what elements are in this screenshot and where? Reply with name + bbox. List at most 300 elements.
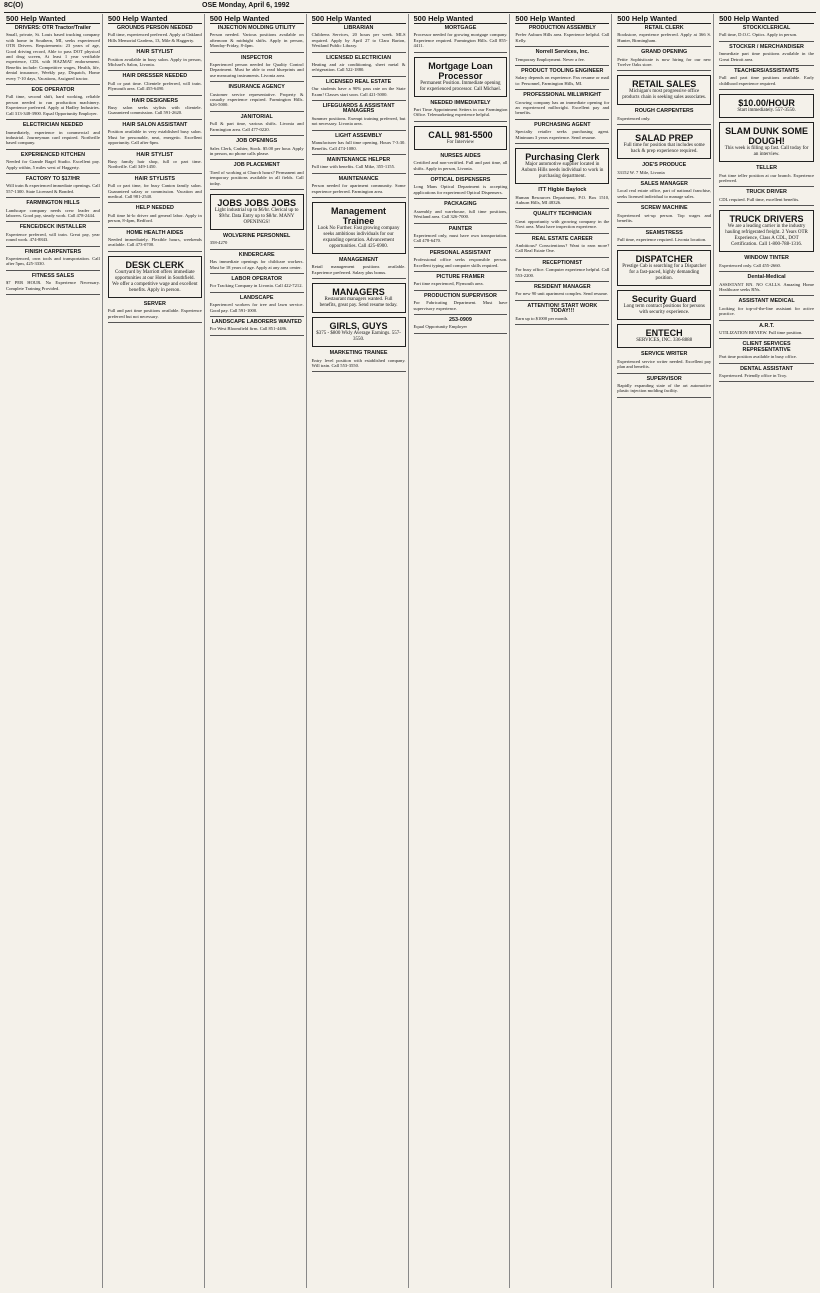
ad-separator (108, 95, 202, 96)
classified-ad (108, 99, 202, 116)
ad-body: Needed immediately. Flexible hours, weekends available. Call 473-0700. (107, 236, 202, 248)
ad-separator (210, 189, 304, 190)
ad-title: A.R.T. (759, 322, 775, 329)
classified-ad (617, 182, 711, 199)
ad-title: SLAM DUNK SOME DOUGH! (725, 126, 809, 147)
ad-separator (719, 338, 814, 339)
ad-body: Entry level position with established company. Will train. Call 553-3550. (311, 357, 406, 368)
ad-body: Summer positions. Exempt training preferred, but not necessary. Livonia area. (311, 115, 406, 127)
ad-separator (108, 173, 202, 174)
ad-separator (210, 52, 304, 53)
classified-ad (719, 324, 814, 336)
classified-ad (108, 74, 202, 91)
ad-separator (719, 65, 814, 66)
column-6 (513, 14, 612, 1288)
ad-title: ROUGH CARPENTERS (634, 108, 694, 115)
ad-body: Full & part time, various shifts. Livonia and Farmington area. Call 477-0220. (209, 121, 304, 132)
ad-body: Person needed. Various positions available on afternoon & midnight shifts. Apply in person, Monday-Friday, 8-4pm. (209, 32, 304, 49)
ad-separator (414, 247, 508, 248)
ad-title: TRUCK DRIVERS (729, 214, 804, 225)
ad-separator (617, 227, 711, 228)
classified-ad (515, 69, 609, 86)
ad-separator (719, 41, 814, 42)
ad-body: Experienced workers for tree and lawn service. Good pay. Call 591-1000. (209, 302, 304, 313)
classified-ad (210, 26, 304, 49)
classified-ad (6, 274, 100, 291)
ad-title: RESIDENT MANAGER (534, 283, 591, 290)
ad-title: ITT Higbie Baylock (538, 187, 587, 194)
section-title: 500 Help Wanted (312, 14, 406, 24)
classified-ad (414, 202, 508, 219)
ad-body: Assembly and warehouse, full time positions, Westland area. Call 326-7000. (413, 208, 508, 220)
ad-separator (210, 292, 304, 293)
ad-title: RECEPTIONIST (542, 259, 583, 266)
ad-body: Full or part time. Clientele preferred, will train. Plymouth area. Call 455-6490. (107, 80, 202, 92)
ad-body: Position available in busy salon. Apply in person, Michael's Salon, Livonia. (107, 56, 202, 68)
ad-separator (6, 294, 100, 295)
ad-body: Full time, experience required. Livonia location. (617, 236, 707, 242)
classified-ad (312, 134, 406, 151)
classified-ad (617, 26, 711, 43)
ad-body: For Tracking Company in Livonia. Call 422-7212. (209, 283, 303, 289)
ad-separator (617, 202, 711, 203)
ad-title: ENTECH (645, 328, 683, 339)
classified-ad (312, 158, 406, 170)
ad-title: MARKETING TRAINEE (329, 350, 388, 357)
ad-title: SALAD PREP (635, 133, 694, 144)
ad-title: FARMINGTON HILLS (26, 200, 80, 207)
ad-title: MAINTENANCE (338, 175, 379, 182)
ad-title: TEACHERS/ASSISTANTS (734, 68, 800, 75)
ad-title: JOE'S PRODUCE (642, 162, 687, 169)
ad-separator (414, 52, 508, 53)
section-title: 500 Help Wanted (515, 14, 609, 24)
ad-body: Tired of working at Church hours? Permanent and temporary positions available in all fields. Call today. (209, 169, 304, 186)
ad-title: FACTORY TO $17/HR (25, 175, 80, 182)
ad-body: Start immediately. 557-3550. (737, 108, 796, 114)
classified-ad (312, 351, 406, 368)
classified-ad (210, 320, 304, 332)
classified-ad (515, 93, 609, 116)
ad-separator (515, 65, 609, 66)
ad-body: Experienced only. (617, 115, 651, 121)
ad-separator (312, 130, 406, 131)
ad-body: Equal Opportunity Employer (413, 324, 468, 330)
ad-title: JOB OPENINGS (236, 138, 278, 145)
ad-separator (6, 270, 100, 271)
ad-body: Experienced only, must have own transportation. Call 478-6470. (413, 232, 508, 244)
ad-separator (108, 322, 202, 323)
column-4 (310, 14, 409, 1288)
ad-separator (6, 246, 100, 247)
ad-body: For busy office. Computer experience helpful. Call 553-2200. (515, 267, 610, 278)
classified-ad (6, 88, 100, 116)
classified-ad (719, 367, 814, 379)
ad-title: TELLER (756, 165, 778, 172)
ad-title: STOCK/CLERICAL (742, 25, 791, 31)
ad-body: Manufacturer has full time opening. Hours 7-3:30. Benefits. Call 474-1080. (311, 140, 406, 151)
ad-separator (719, 186, 814, 187)
classified-ad (108, 302, 202, 319)
classified-ad (414, 251, 508, 268)
ad-title: LIGHT ASSEMBLY (335, 132, 383, 139)
ad-body: Rapidly expanding state of the art automotive plastic injection molding facility. (617, 382, 712, 394)
classified-ad (312, 258, 406, 275)
ad-separator (210, 316, 304, 317)
ad-title: Management Trainee (331, 205, 387, 226)
ad-title: QUALITY TECHNICIAN (533, 211, 592, 218)
section-title: 500 Help Wanted (617, 14, 711, 24)
ad-body: Bookstore, experience preferred. Apply at 366 S. Hunter, Birmingham. (617, 32, 712, 43)
column-2 (106, 14, 205, 1288)
column-3 (208, 14, 307, 1288)
ad-separator (617, 46, 711, 47)
ad-separator (515, 208, 609, 209)
ad-title: PERSONAL ASSISTANT (429, 249, 492, 256)
ad-title: PRODUCTION ASSEMBLY (528, 25, 596, 31)
classified-ad (6, 250, 100, 267)
ad-body: Local real estate office, part of national franchise, seeks licensed individual to manage sales. (617, 188, 712, 199)
ad-body: Full and part time positions available. Experience preferred but not necessary. (107, 308, 202, 319)
ad-title: SCREW MACHINE (640, 205, 688, 212)
ad-separator (108, 202, 202, 203)
classified-ad (108, 153, 202, 170)
ad-title: HAIR SALON ASSISTANT (122, 121, 188, 128)
ad-body: 33152 W. 7 Mile, Livonia (617, 169, 665, 175)
classified-ad (6, 26, 100, 81)
classified-ad (210, 277, 304, 289)
ad-title: HELP NEEDED (135, 205, 174, 212)
ad-title: NEEDED IMMEDIATELY (430, 99, 491, 106)
ad-body: Full time with benefits. Call Mike, 355-1155. (311, 164, 396, 170)
ad-separator (312, 197, 406, 198)
classified-ad (414, 294, 508, 311)
classified-ad (617, 352, 711, 369)
classified-ad (719, 69, 814, 86)
classified-ad (210, 115, 304, 132)
classified-ad (414, 318, 508, 330)
ad-body: Full time, second shift, hard working, reliable person needed to run production machinery. Experience preferred. Apply at Hadley Industries. Call 313-348-3900. Equal Opportunity Employer. (6, 94, 100, 116)
ad-body: Full time, D.O.C. Optics. Apply in person. (719, 32, 798, 38)
ad-separator (719, 295, 814, 296)
ad-body: Busy family hair shop, full or part time. Northville. Call 349-1450. (107, 158, 202, 170)
classified-ad (312, 177, 406, 194)
ad-separator (515, 143, 609, 144)
column-5 (412, 14, 511, 1288)
ad-body: Retail management positions available. Experience preferred. Salary plus bonus. (311, 264, 406, 275)
ad-title: Mortgage Loan Processor (428, 60, 493, 81)
ad-title: CALL 981-5500 (428, 129, 493, 140)
ad-body: Heating and air conditioning, sheet metal & refrigeration. Call 522-1880. (311, 62, 406, 73)
classified-ad (312, 80, 406, 97)
ad-title: DESK CLERK (125, 259, 185, 270)
ad-separator (312, 154, 406, 155)
ad-title: PAINTER (448, 225, 473, 232)
classified-ad (719, 275, 814, 292)
classified-ad (312, 202, 406, 254)
ad-separator (312, 278, 406, 279)
ad-body: Part time position available in busy office. (719, 354, 797, 360)
ad-title: INSPECTOR (241, 54, 273, 61)
ad-body: Experienced. Friendly office in Troy. (719, 372, 788, 378)
ad-title: JANITORIAL (240, 113, 273, 120)
classified-ad (719, 94, 814, 118)
ad-separator (6, 173, 100, 174)
ad-separator (210, 81, 304, 82)
ad-title: Dental-Medical (747, 274, 786, 281)
ad-separator (617, 373, 711, 374)
classified-ad (515, 304, 609, 321)
classified-ad (414, 178, 508, 195)
ad-title: HAIR STYLIST (136, 49, 174, 56)
ad-separator (210, 273, 304, 274)
section-title: 500 Help Wanted (108, 14, 202, 24)
ad-separator (108, 227, 202, 228)
classified-ad (210, 296, 304, 313)
classified-ad (108, 256, 202, 298)
ad-body: Great opportunity with growing company in the Novi area. Must have inspection experience. (515, 218, 610, 230)
ad-body: SERVICES, INC. 336-8888 (636, 338, 693, 344)
ad-separator (617, 245, 711, 246)
ad-title: WINDOW TINTER (744, 255, 789, 262)
ad-title: PRODUCTION SUPERVISOR (423, 292, 497, 299)
ad-title: MANAGERS (332, 287, 385, 298)
classified-ad (108, 231, 202, 248)
ad-body: Growing company has an immediate opening for an experienced millwright. Excellent pay and benefits. (515, 99, 610, 116)
ad-title: Purchasing Clerk (525, 152, 600, 163)
column-1 (4, 14, 103, 1288)
ad-body: Permanent Position. Immediate opening for experienced processor. Call Michael. (419, 80, 501, 92)
classified-ad (719, 190, 814, 202)
ad-title: Security Guard (631, 294, 697, 305)
ad-title: WOLVERINE PERSONNEL (223, 232, 291, 239)
ad-title: EOE OPERATOR (31, 87, 75, 94)
ad-title: JOB PLACEMENT (233, 162, 280, 169)
classified-ad (414, 275, 508, 287)
ad-title: PACKAGING (444, 201, 477, 208)
ad-separator (719, 271, 814, 272)
classified-ad (617, 206, 711, 223)
ad-body: Part Time Appointment Setters in our Farmington Office. Telemarketing experience helpful. (413, 107, 508, 118)
ad-separator (515, 46, 609, 47)
ad-body: This week is filling up fast. Call today for an interview. (724, 146, 809, 158)
classified-ad (515, 188, 609, 205)
ad-title: Norrell Services, Inc. (535, 49, 589, 56)
ad-separator (617, 70, 711, 71)
ad-body: Experienced only. Call 455-2660. (719, 262, 781, 268)
ad-body: Full and part time positions available. Early childhood experience required. (719, 75, 814, 86)
ad-separator (515, 89, 609, 90)
ad-title: PICTURE FRAMER (436, 273, 485, 280)
ad-title: DISPATCHER (635, 254, 693, 265)
ad-body: Long Mans Optical Department is accepting applications for experienced Optical Dispensers. (413, 184, 508, 195)
ad-title: SERVER (143, 300, 166, 307)
ad-title: LIBRARIAN (343, 25, 374, 31)
ad-title: GIRLS, GUYS (329, 321, 388, 332)
ad-title: PRODUCT TOOLING ENGINEER (521, 68, 604, 75)
ad-title: TRUCK DRIVER (746, 189, 787, 196)
ad-separator (515, 233, 609, 234)
ad-title: REAL ESTATE CAREER (531, 235, 593, 242)
ad-body: Processor needed for growing mortgage company. Experience required. Farmington Hills. Call 855-4411. (413, 32, 508, 49)
ad-body: Prefer Auburn Hills area. Experience helpful. Call Kelly. (515, 32, 610, 43)
ad-body: Long term contract positions for persons with security experience. (623, 304, 705, 316)
ad-separator (312, 52, 406, 53)
page-number: 8C(O) (4, 2, 24, 9)
ad-body: Part time teller position at our branch. Experience preferred. (719, 172, 814, 184)
ad-title: KINDERCARE (238, 251, 275, 258)
classified-ad (617, 129, 711, 159)
ad-separator (719, 320, 814, 321)
ad-title: ASSISTANT MEDICAL (738, 298, 795, 305)
ad-body: We are a leading carrier in the industry hauling refrigerated freight. 2 Years OTR Experience, Class A CDL, DOT Certification. Call 1-800-788-1316. (725, 224, 808, 248)
classified-ad (719, 210, 814, 252)
classified-ad (719, 45, 814, 62)
ad-title: OPTICAL DISPENSERS (430, 177, 491, 184)
classified-ad (719, 256, 814, 268)
ad-separator (515, 281, 609, 282)
ad-title: ELECTRICIAN NEEDED (22, 122, 84, 129)
ad-title: RETAIL CLERK (644, 25, 684, 31)
ad-separator (617, 178, 711, 179)
classified-ad (108, 123, 202, 146)
ad-separator (617, 397, 711, 398)
ad-body: Petite Sophisticate is now hiring for our new Twelve Oaks store. (617, 56, 712, 68)
classified-ad (617, 109, 711, 121)
classified-ad (617, 324, 711, 348)
classified-ad (617, 231, 711, 243)
ad-separator (414, 198, 508, 199)
ad-body: Full time, experienced preferred. Apply at Oakland Hills Memorial Gardens, 13, Mile & Haggerty. (107, 32, 202, 43)
ad-title: SERVICE WRITER (641, 351, 688, 358)
ad-body: Earn up to $1000 per month. (515, 315, 569, 321)
ad-body: CDL required. Full time, excellent benefits. (719, 196, 800, 202)
ad-title: EXPERIENCED KITCHEN (20, 151, 85, 158)
classified-ad (108, 26, 202, 43)
classified-ad (617, 50, 711, 67)
classified-ad (414, 57, 508, 97)
ad-body: Full or part time, for busy Canton family salon. Guaranteed salary or commission. Vacation and medical. Call 981-2540. (107, 183, 202, 199)
ad-body: Salary depends on experience. Fax resume or mail to: Personnel, Farmington Hills, MI. (515, 75, 610, 86)
ad-body: Professional office seeks responsible person. Excellent typing and computer skills required. (413, 257, 508, 268)
header-rule (4, 12, 816, 13)
classified-ad (210, 139, 304, 156)
classified-ad (210, 163, 304, 186)
ad-title: GROUNDS PERSON NEEDED (116, 25, 193, 31)
ad-body: Landscape company needs crew leader and laborers. Good pay, steady work. Call 478-2444. (6, 207, 100, 218)
ad-separator (210, 159, 304, 160)
classified-ad (414, 101, 508, 118)
classified-ad (210, 85, 304, 108)
classified-ad (617, 250, 711, 286)
ad-separator (312, 76, 406, 77)
ad-separator (719, 363, 814, 364)
page-date: OSE Monday, April 6, 1992 (202, 2, 290, 9)
ad-body: $375 - $800 Wkly Average Earnings. 557-3550. (316, 331, 401, 343)
classified-ad (108, 50, 202, 67)
classified-ad (6, 201, 100, 218)
ad-title: FINISH CARPENTERS (24, 248, 82, 255)
ad-separator (515, 257, 609, 258)
ad-title: FENCE/DECK INSTALLER (19, 224, 87, 231)
ad-separator (719, 381, 814, 382)
ad-body: Childrens Services, 20 hours per week. MLS required. Apply by April 27 to Clara Barton, Westland Public Library. (311, 32, 406, 49)
ad-body: Sales Clerk, Cashier, Stock. $5.00 per hour. Apply in person, no phone calls please. (209, 145, 304, 156)
ad-title: GRAND OPENING (641, 49, 688, 56)
ad-body: For West Bloomfield firm. Call 851-4486. (209, 326, 288, 332)
classified-ad (617, 75, 711, 105)
classified-ad (414, 154, 508, 171)
classified-ad (210, 194, 304, 230)
classified-ad (108, 206, 202, 223)
classified-ad (515, 50, 609, 62)
ad-separator (414, 174, 508, 175)
ad-separator (210, 249, 304, 250)
ad-body: Experience preferred, will train. Great pay, year round work. 474-8843. (6, 231, 100, 243)
ad-body: Will train & experienced immediate openings. Call 557-1300. State Licensed & Bonded. (6, 183, 100, 194)
ad-separator (617, 124, 711, 125)
ad-body: For Fabricating Department. Must have supervisory experience. (413, 300, 508, 311)
ad-body: Temporary Employment. Never a fee. (515, 56, 585, 62)
ad-separator (414, 333, 508, 334)
classified-ad (719, 299, 814, 316)
ad-body: Immediately, experience in commercial and industrial. Journeyman card required. Northville based company. (6, 129, 100, 146)
ad-separator (210, 111, 304, 112)
ad-title: NURSES AIDES (440, 152, 481, 159)
ad-separator (414, 223, 508, 224)
ad-body: Experienced person needed for Quality Control Department. Must be able to read blueprints and use measuring instruments. Livonia area. (209, 62, 304, 78)
ad-body: Customer service representative. Property & casualty experience required. Farmington Hills. 626-5000. (209, 91, 304, 108)
ad-title: 253-0909 (449, 316, 472, 323)
classified-ad (414, 126, 508, 150)
ad-title: LIFEGUARDS & ASSISTANT MANAGERS (322, 103, 395, 115)
ad-title: SALES MANAGER (640, 181, 688, 188)
ad-separator (210, 335, 304, 336)
ad-body: Our students have a 90% pass rate on the State Exam! Classes start soon. Call 421-5000. (311, 86, 406, 97)
ad-title: ATTENTION! START WORK TODAY!!! (527, 302, 598, 315)
ad-title: SEAMSTRESS (645, 229, 683, 236)
ad-body: Experienced, own tools and transportation. Call after 5pm, 425-3330. (6, 256, 100, 267)
ad-separator (515, 119, 609, 120)
classified-ad (617, 290, 711, 320)
ad-body: Certified and non-certified. Full and part time, all shifts. Apply in person, Livonia. (413, 160, 508, 171)
ad-title: INJECTION MOLDING UTILITY (217, 25, 296, 31)
ad-title: MORTGAGE (444, 25, 477, 31)
classified-ad (515, 148, 609, 184)
ad-body: Needed for Grande Bagel Studio. Excellent pay. Apply within, 5 miles west of Haggerty. (6, 159, 100, 170)
ad-body: Light industrial up to $6/hr. Clerical up to $9/hr. Data Entry up to $8/hr. MANY OPENINGS! (214, 207, 299, 225)
ad-separator (312, 173, 406, 174)
ad-separator (414, 271, 508, 272)
ad-title: MAINTENANCE HELPER (326, 156, 391, 163)
classified-ad (515, 237, 609, 254)
classified-ad (414, 26, 508, 49)
ad-body: Experienced service writer needed. Excellent pay plan and benefits. (617, 358, 712, 370)
classified-ad (312, 283, 406, 313)
ad-title: LICENSED REAL ESTATE (325, 78, 392, 85)
section-title: 500 Help Wanted (414, 14, 508, 24)
ad-separator (515, 324, 609, 325)
ad-body: Major automotive supplier located in Auburn Hills needs individual to work in purchasing department. (521, 162, 604, 180)
classified-ad (515, 261, 609, 278)
ad-separator (414, 290, 508, 291)
ad-title: $10.00/HOUR (738, 98, 795, 109)
ad-separator (108, 149, 202, 150)
ad-title: DRIVERS: OTR Tractor/Trailer (14, 25, 91, 31)
ad-separator (108, 251, 202, 252)
ad-separator (6, 84, 100, 85)
ad-body: Looking for top-of-the-line assistant for active practice. (719, 305, 814, 317)
